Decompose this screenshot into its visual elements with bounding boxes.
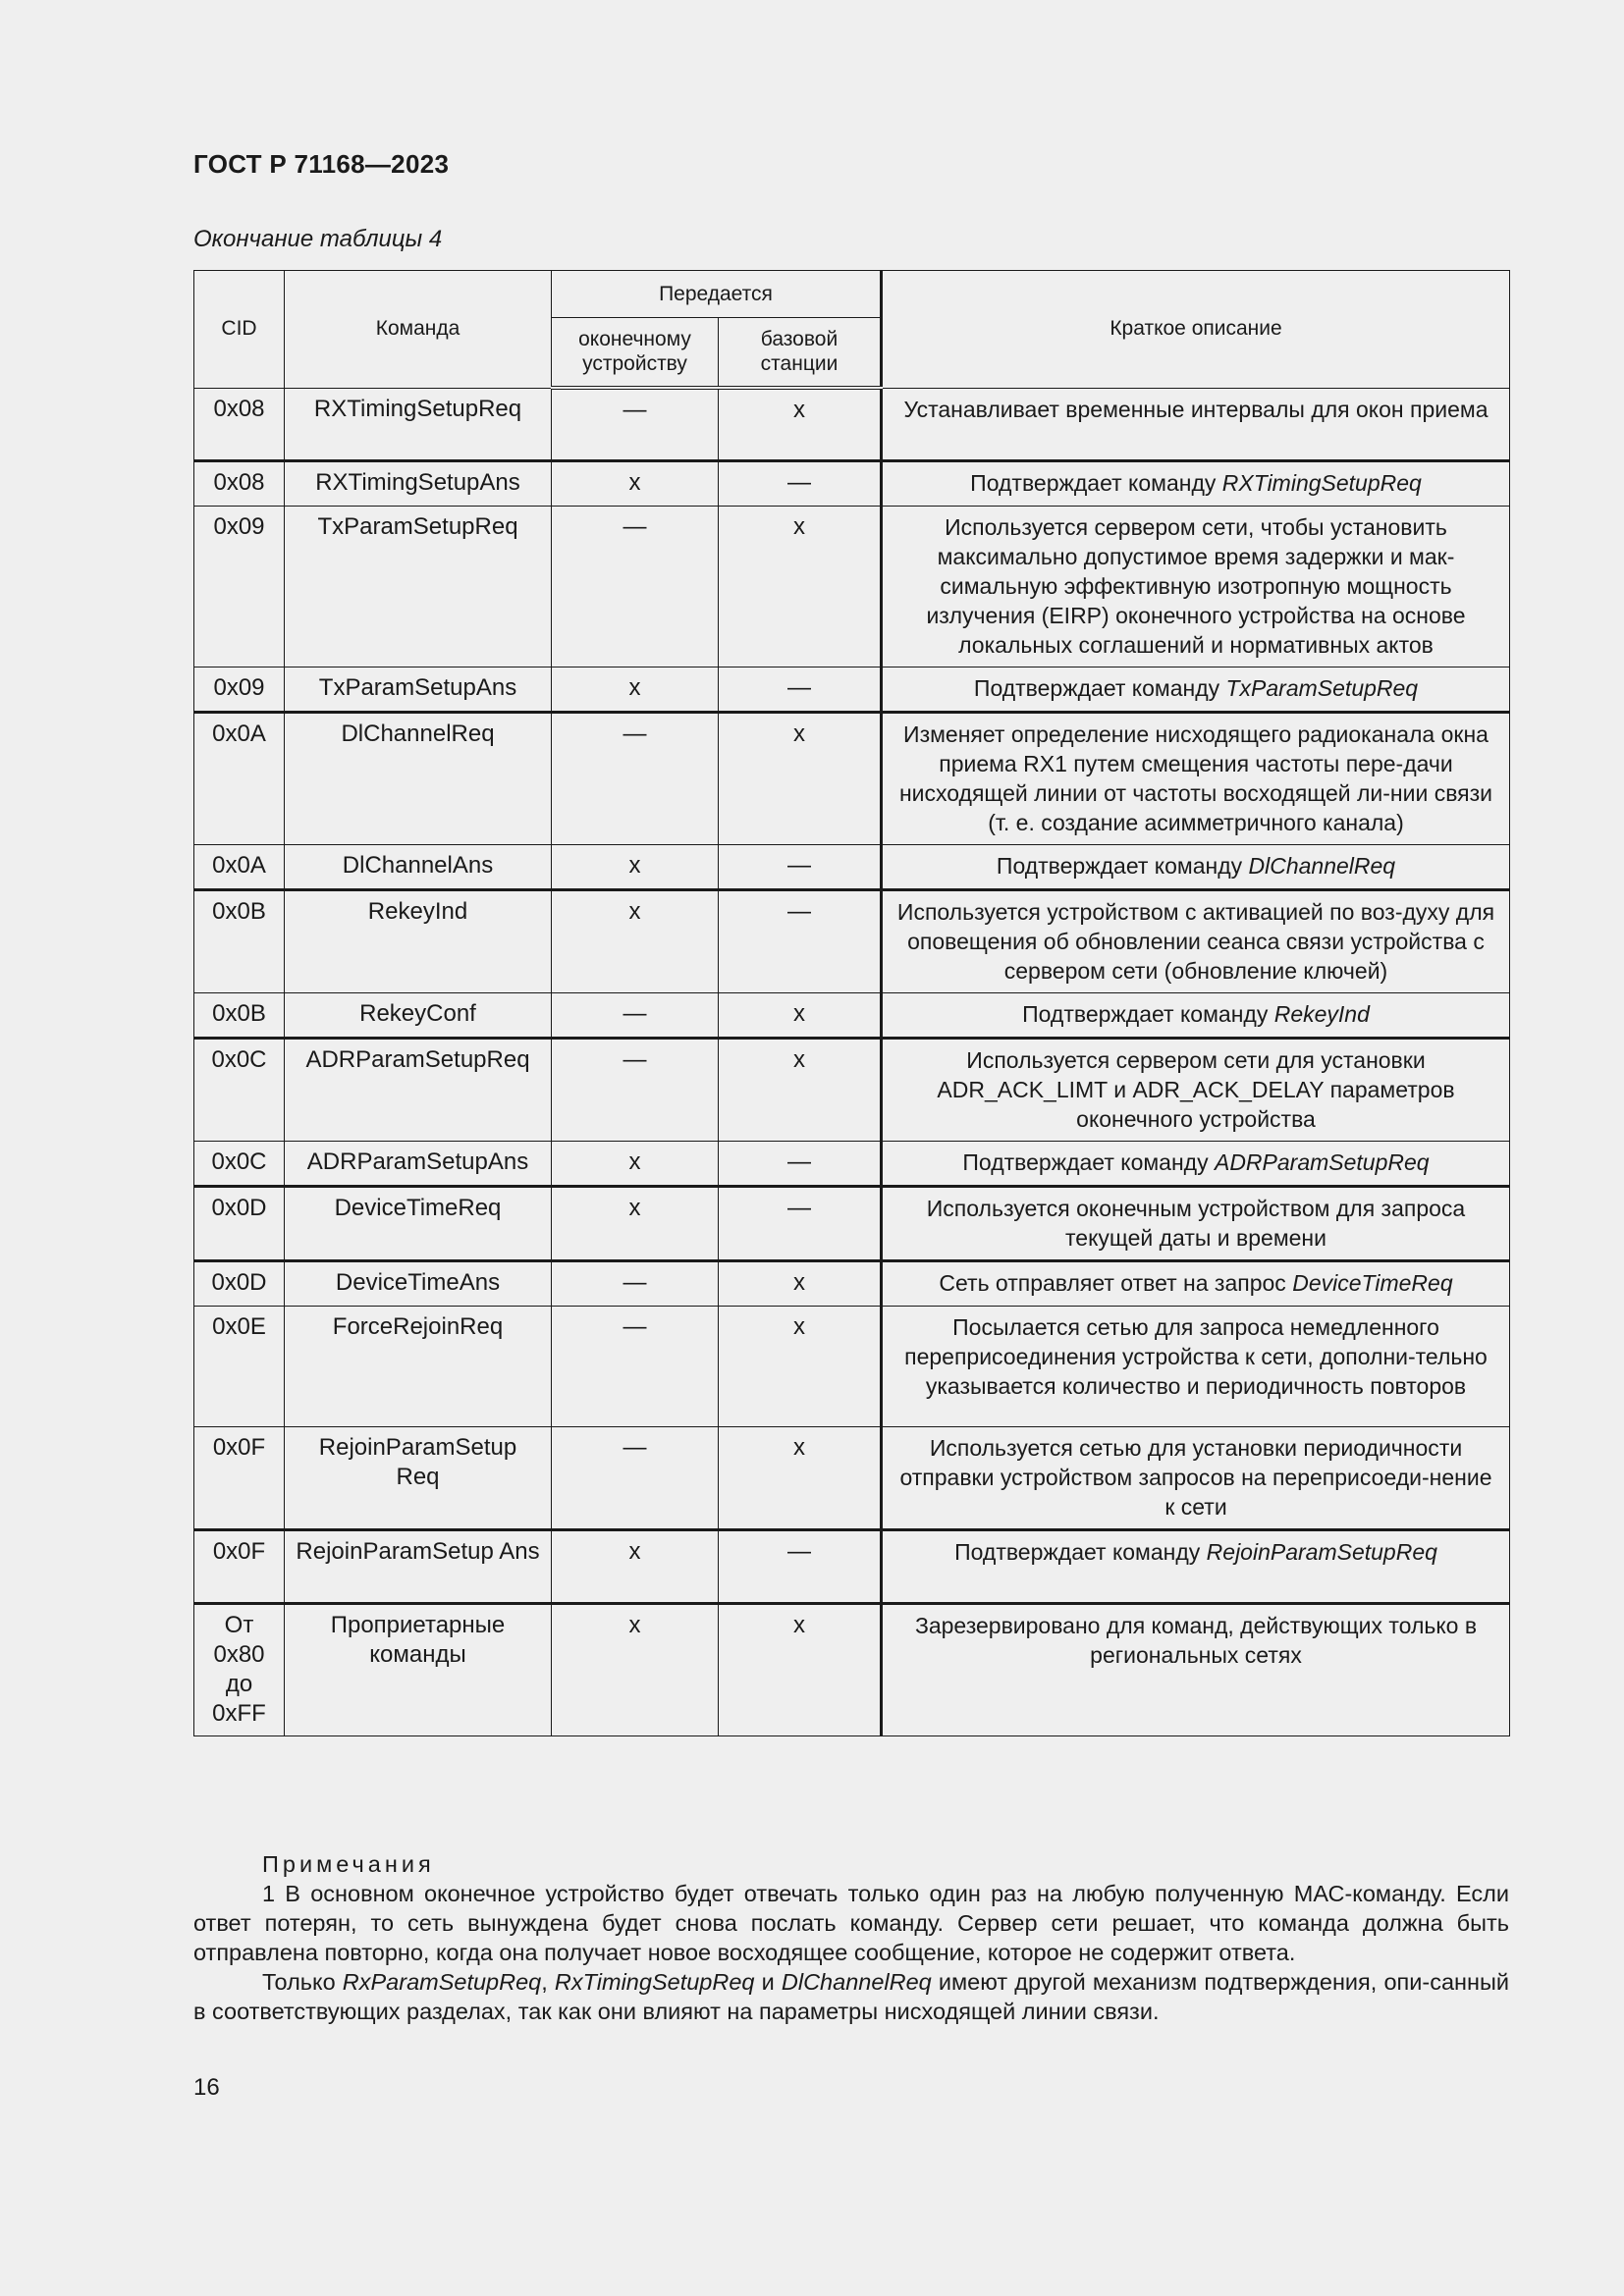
cell-description [882, 460, 1510, 506]
cell-to-base-station: x [719, 1306, 882, 1426]
cell-to-end-device: — [552, 1038, 719, 1141]
description-text: Устанавливает временные интервалы для окон приема [903, 396, 1489, 422]
cell-cid: От 0x80 до 0xFF [194, 1603, 285, 1735]
note-2-text: и [754, 1969, 782, 1995]
cell-description [882, 1603, 1510, 1735]
description-command-ref: DlChannelReq [1248, 852, 1396, 879]
cell-to-base-station: — [719, 844, 882, 889]
header-cid: CID [194, 271, 285, 389]
description-text: Подтверждает команду [1022, 1000, 1274, 1027]
description-text: Используется оконечным устройством для запроса текущей даты и времени [926, 1195, 1466, 1251]
cell-command: ADRParamSetupReq [285, 1038, 552, 1141]
document-standard-header: ГОСТ Р 71168—2023 [193, 149, 450, 179]
cell-to-base-station: — [719, 889, 882, 992]
cell-command: DlChannelReq [285, 712, 552, 844]
table-row [194, 1426, 1510, 1529]
cell-to-end-device: x [552, 889, 719, 992]
cell-to-base-station: x [719, 388, 882, 460]
cell-cid: 0x0C [194, 1141, 285, 1186]
description-text: Используется сервером сети для установки ADR_ACK_LIMT и ADR_ACK_DELAY параметров оконечного устройства [937, 1046, 1455, 1132]
cell-description [882, 1038, 1510, 1141]
cell-cid: 0x0E [194, 1306, 285, 1426]
cell-cid: 0x0A [194, 712, 285, 844]
cell-to-end-device: — [552, 1306, 719, 1426]
table-row [194, 844, 1510, 889]
cell-to-end-device: x [552, 460, 719, 506]
description-command-ref: DeviceTimeReq [1292, 1269, 1453, 1296]
cell-description [882, 1141, 1510, 1186]
cell-cid: 0x0B [194, 992, 285, 1038]
note-2-text: , [541, 1969, 555, 1995]
cell-description [882, 506, 1510, 667]
cell-command: ForceRejoinReq [285, 1306, 552, 1426]
description-text: Подтверждает команду [970, 469, 1222, 496]
table-row [194, 1141, 1510, 1186]
description-command-ref: RekeyInd [1273, 1000, 1370, 1027]
cell-to-end-device: x [552, 844, 719, 889]
cell-command: DlChannelAns [285, 844, 552, 889]
note-1: 1 В основном оконечное устройство будет отвечать только один раз на любую полученную МАС-команду. Если ответ потерян, то сеть вынуждена будет снова послать команду. Сервер сети решает, что команда должна быть отправлена повторно, когда она получает новое восходящее сообщение, которое не содержит ответа. [193, 1881, 1509, 1965]
cell-to-base-station: x [719, 506, 882, 667]
table-row [194, 1603, 1510, 1735]
page-number: 16 [193, 2074, 220, 2101]
note-2-command: RxParamSetupReq [342, 1969, 542, 1995]
cell-to-end-device: — [552, 1426, 719, 1529]
cell-description [882, 712, 1510, 844]
cell-cid: 0x0F [194, 1529, 285, 1603]
header-to-base-station: базовой станции [719, 318, 882, 389]
cell-command: Проприетарные команды [285, 1603, 552, 1735]
cell-cid: 0x09 [194, 506, 285, 667]
cell-to-base-station: — [719, 1529, 882, 1603]
cell-to-end-device: x [552, 1186, 719, 1260]
mac-commands-table [193, 270, 1510, 1736]
cell-command: RekeyConf [285, 992, 552, 1038]
cell-to-end-device: — [552, 388, 719, 460]
table-row [194, 506, 1510, 667]
table-caption: Окончание таблицы 4 [193, 226, 443, 252]
note-2-command: DlChannelReq [781, 1969, 932, 1995]
cell-command: TxParamSetupReq [285, 506, 552, 667]
description-text: Используется устройством с активацией по воз-духу для оповещения об обновлении сеанса связи устройства с сервером сети (обновление ключей) [896, 898, 1495, 984]
description-command-ref: RXTimingSetupReq [1221, 469, 1422, 496]
cell-command: RejoinParamSetup Ans [285, 1529, 552, 1603]
notes-section [193, 1849, 1509, 2026]
table-row [194, 1186, 1510, 1260]
cell-to-base-station: x [719, 712, 882, 844]
table-row [194, 1529, 1510, 1603]
cell-to-end-device: x [552, 1141, 719, 1186]
cell-command: RXTimingSetupAns [285, 460, 552, 506]
cell-to-base-station: — [719, 1141, 882, 1186]
table-row [194, 1260, 1510, 1306]
cell-command: DeviceTimeAns [285, 1260, 552, 1306]
cell-cid: 0x09 [194, 667, 285, 712]
table-row [194, 992, 1510, 1038]
cell-to-base-station: x [719, 1426, 882, 1529]
cell-cid: 0x08 [194, 388, 285, 460]
description-text: Подтверждает команду [996, 852, 1249, 879]
cell-cid: 0x0D [194, 1260, 285, 1306]
cell-description [882, 992, 1510, 1038]
cell-command: RekeyInd [285, 889, 552, 992]
cell-command: TxParamSetupAns [285, 667, 552, 712]
cell-description [882, 1260, 1510, 1306]
cell-description [882, 388, 1510, 460]
table-row [194, 667, 1510, 712]
cell-description [882, 1186, 1510, 1260]
description-text: Подтверждает команду [954, 1538, 1207, 1565]
cell-to-base-station: — [719, 460, 882, 506]
description-text: Изменяет определение нисходящего радиоканала окна приема RX1 путем смещения частоты пере-дачи нисходящей линии от частоты восходящей ли-нии связи (т. е. создание асимметричного канала) [898, 721, 1493, 835]
table-body [194, 388, 1510, 1735]
cell-description [882, 667, 1510, 712]
cell-to-base-station: x [719, 1603, 882, 1735]
cell-to-base-station: x [719, 992, 882, 1038]
cell-to-end-device: — [552, 506, 719, 667]
note-2-text: Только [262, 1969, 343, 1995]
table-row [194, 460, 1510, 506]
cell-description [882, 1529, 1510, 1603]
table-row [194, 388, 1510, 460]
description-command-ref: RejoinParamSetupReq [1206, 1538, 1437, 1565]
note-2-command: RxTimingSetupReq [554, 1969, 755, 1995]
header-description: Краткое описание [882, 271, 1510, 389]
cell-description [882, 844, 1510, 889]
cell-command: ADRParamSetupAns [285, 1141, 552, 1186]
header-transmitted: Передается [552, 271, 882, 318]
description-text: Посылается сетью для запроса немедленного переприсоединения устройства к сети, дополни-тельно указывается количество и периодичность повторов [904, 1313, 1488, 1399]
cell-to-end-device: x [552, 667, 719, 712]
cell-to-base-station: x [719, 1260, 882, 1306]
description-command-ref: ADRParamSetupReq [1214, 1148, 1430, 1175]
cell-command: RXTimingSetupReq [285, 388, 552, 460]
cell-to-end-device: x [552, 1529, 719, 1603]
cell-to-base-station: x [719, 1038, 882, 1141]
cell-to-base-station: — [719, 1186, 882, 1260]
cell-description [882, 889, 1510, 992]
description-text: Подтверждает команду [962, 1148, 1215, 1175]
header-to-end-device: оконечному устройству [552, 318, 719, 389]
table-row [194, 889, 1510, 992]
cell-to-end-device: — [552, 992, 719, 1038]
note-2-text: имеют другой механизм подтверждения, опи-санный в соответствующих разделах, так как они влияют на параметры нисходящей линии связи. [193, 1969, 1509, 2024]
table-row [194, 712, 1510, 844]
cell-cid: 0x0F [194, 1426, 285, 1529]
cell-description [882, 1426, 1510, 1529]
description-text: Сеть отправляет ответ на запрос [939, 1269, 1293, 1296]
cell-to-end-device: — [552, 1260, 719, 1306]
header-command: Команда [285, 271, 552, 389]
description-text: Используется сервером сети, чтобы установить максимально допустимое время задержки и мак-симальную эффективную изотропную мощность излучения (EIRP) оконечного устройства на основе локальных соглашений и нормативных актов [926, 513, 1466, 658]
note-2 [193, 1967, 1509, 2026]
table-row [194, 1038, 1510, 1141]
description-text: Зарезервировано для команд, действующих только в региональных сетях [914, 1612, 1478, 1668]
cell-cid: 0x0B [194, 889, 285, 992]
cell-to-base-station: — [719, 667, 882, 712]
cell-command: DeviceTimeReq [285, 1186, 552, 1260]
cell-command: RejoinParamSetup Req [285, 1426, 552, 1529]
notes-title: Примечания [262, 1851, 435, 1877]
description-text: Используется сетью для установки периодичности отправки устройством запросов на переприсоеди-нение к сети [899, 1434, 1492, 1520]
description-text: Подтверждает команду [973, 674, 1226, 701]
table-row [194, 1306, 1510, 1426]
cell-description [882, 1306, 1510, 1426]
cell-to-end-device: x [552, 1603, 719, 1735]
cell-cid: 0x0D [194, 1186, 285, 1260]
cell-cid: 0x0A [194, 844, 285, 889]
cell-to-end-device: — [552, 712, 719, 844]
cell-cid: 0x0C [194, 1038, 285, 1141]
description-command-ref: TxParamSetupReq [1225, 674, 1419, 701]
cell-cid: 0x08 [194, 460, 285, 506]
